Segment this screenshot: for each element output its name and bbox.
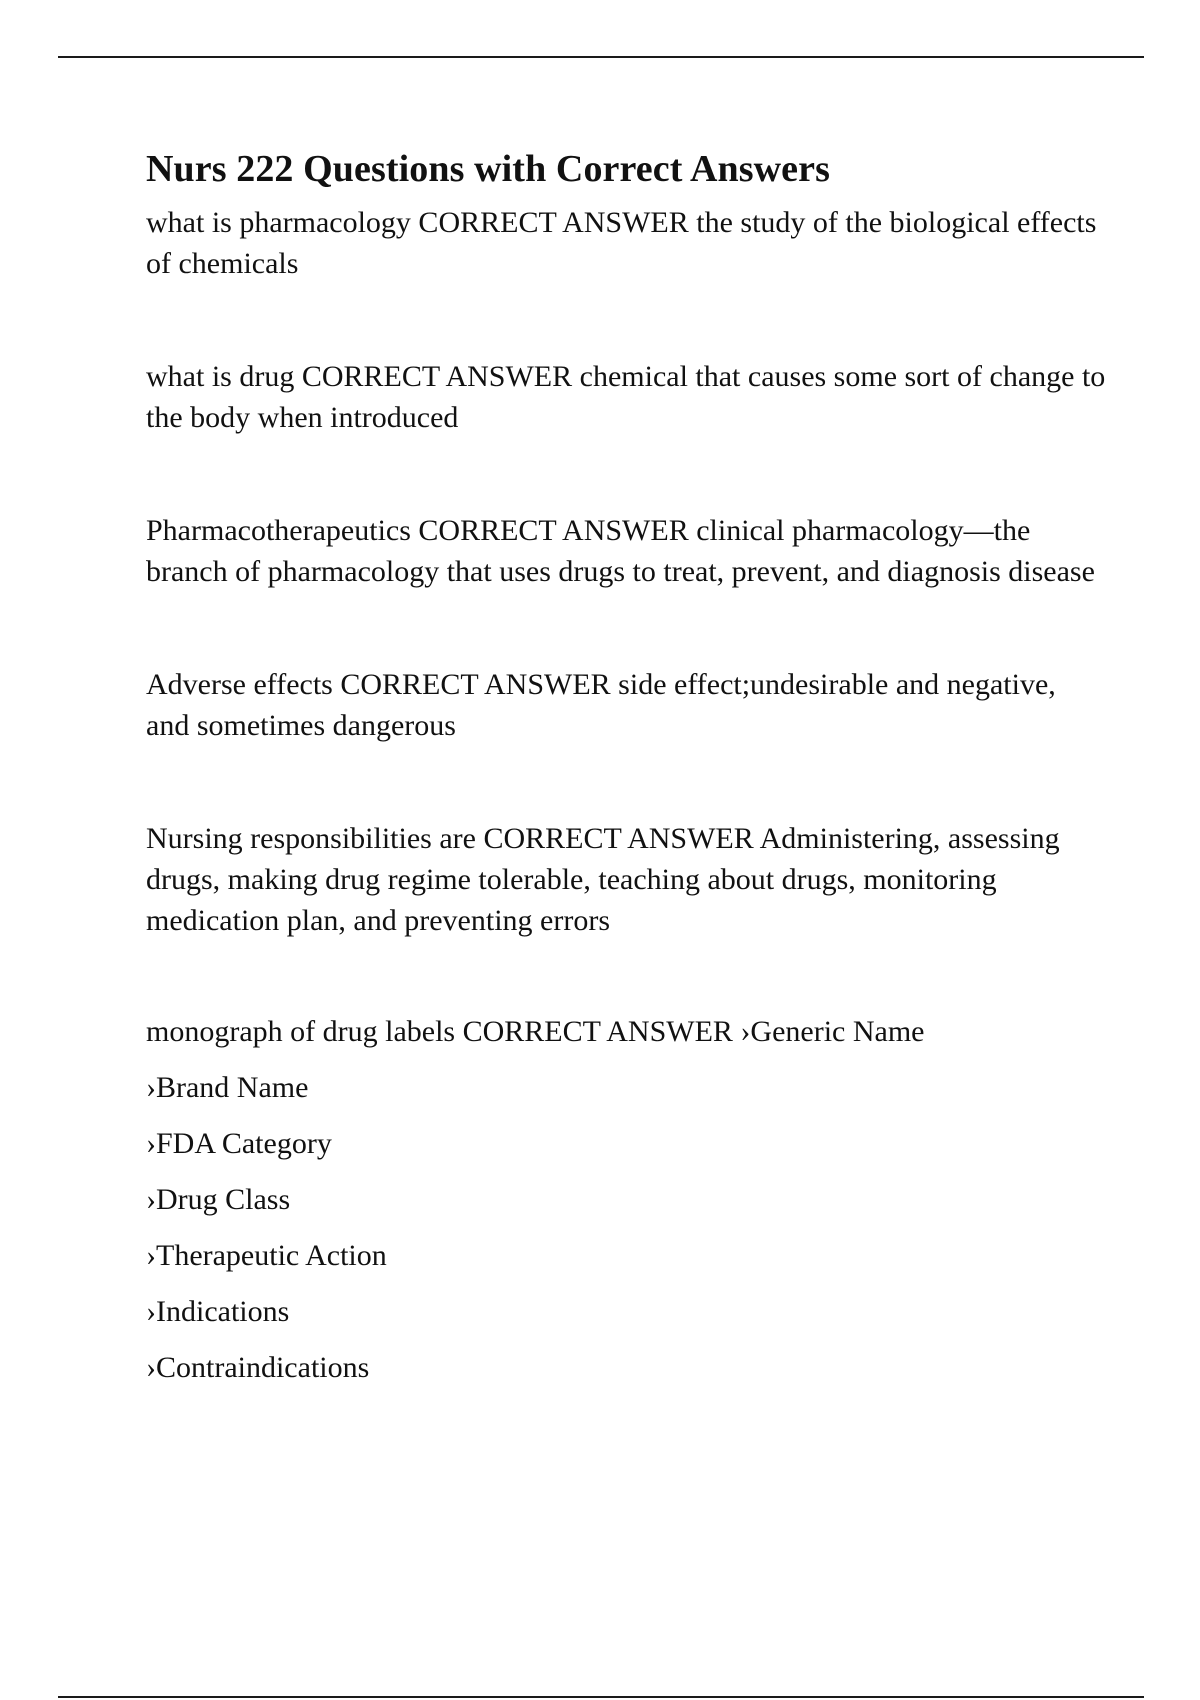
qa-item: Nursing responsibilities are CORRECT ANSWER Administering, assessing drugs, making drug regime tolerable, teaching about drugs, monitoring medication plan, and preventing errors — [146, 822, 1060, 937]
qa-item: what is pharmacology CORRECT ANSWER the study of the biological effects of chemicals — [146, 206, 1097, 280]
qa-item: what is drug CORRECT ANSWER chemical that causes some sort of change to the body when introduced — [146, 360, 1106, 434]
qa-item: Adverse effects CORRECT ANSWER side effect;undesirable and negative, and sometimes dangerous — [146, 668, 1056, 742]
footer-rule — [58, 1696, 1144, 1698]
drug-label-list — [146, 1067, 1106, 1388]
list-item: ›Contraindications — [146, 1351, 370, 1384]
list-item: ›FDA Category — [146, 1127, 332, 1160]
list-item: ›Brand Name — [146, 1071, 309, 1104]
list-item: ›Therapeutic Action — [146, 1239, 387, 1272]
list-item: ›Drug Class — [146, 1183, 291, 1216]
header-rule — [58, 56, 1144, 58]
qa-item: Pharmacotherapeutics CORRECT ANSWER clinical pharmacology—the branch of pharmacology that uses drugs to treat, prevent, and diagnosis disease — [146, 514, 1095, 588]
document-body — [146, 144, 1106, 1388]
list-item: ›Indications — [146, 1295, 290, 1328]
qa-item-list — [146, 1011, 1106, 1388]
document-title: Nurs 222 Questions with Correct Answers — [146, 148, 831, 190]
qa-list-lead: monograph of drug labels CORRECT ANSWER ›Generic Name — [146, 1015, 925, 1048]
